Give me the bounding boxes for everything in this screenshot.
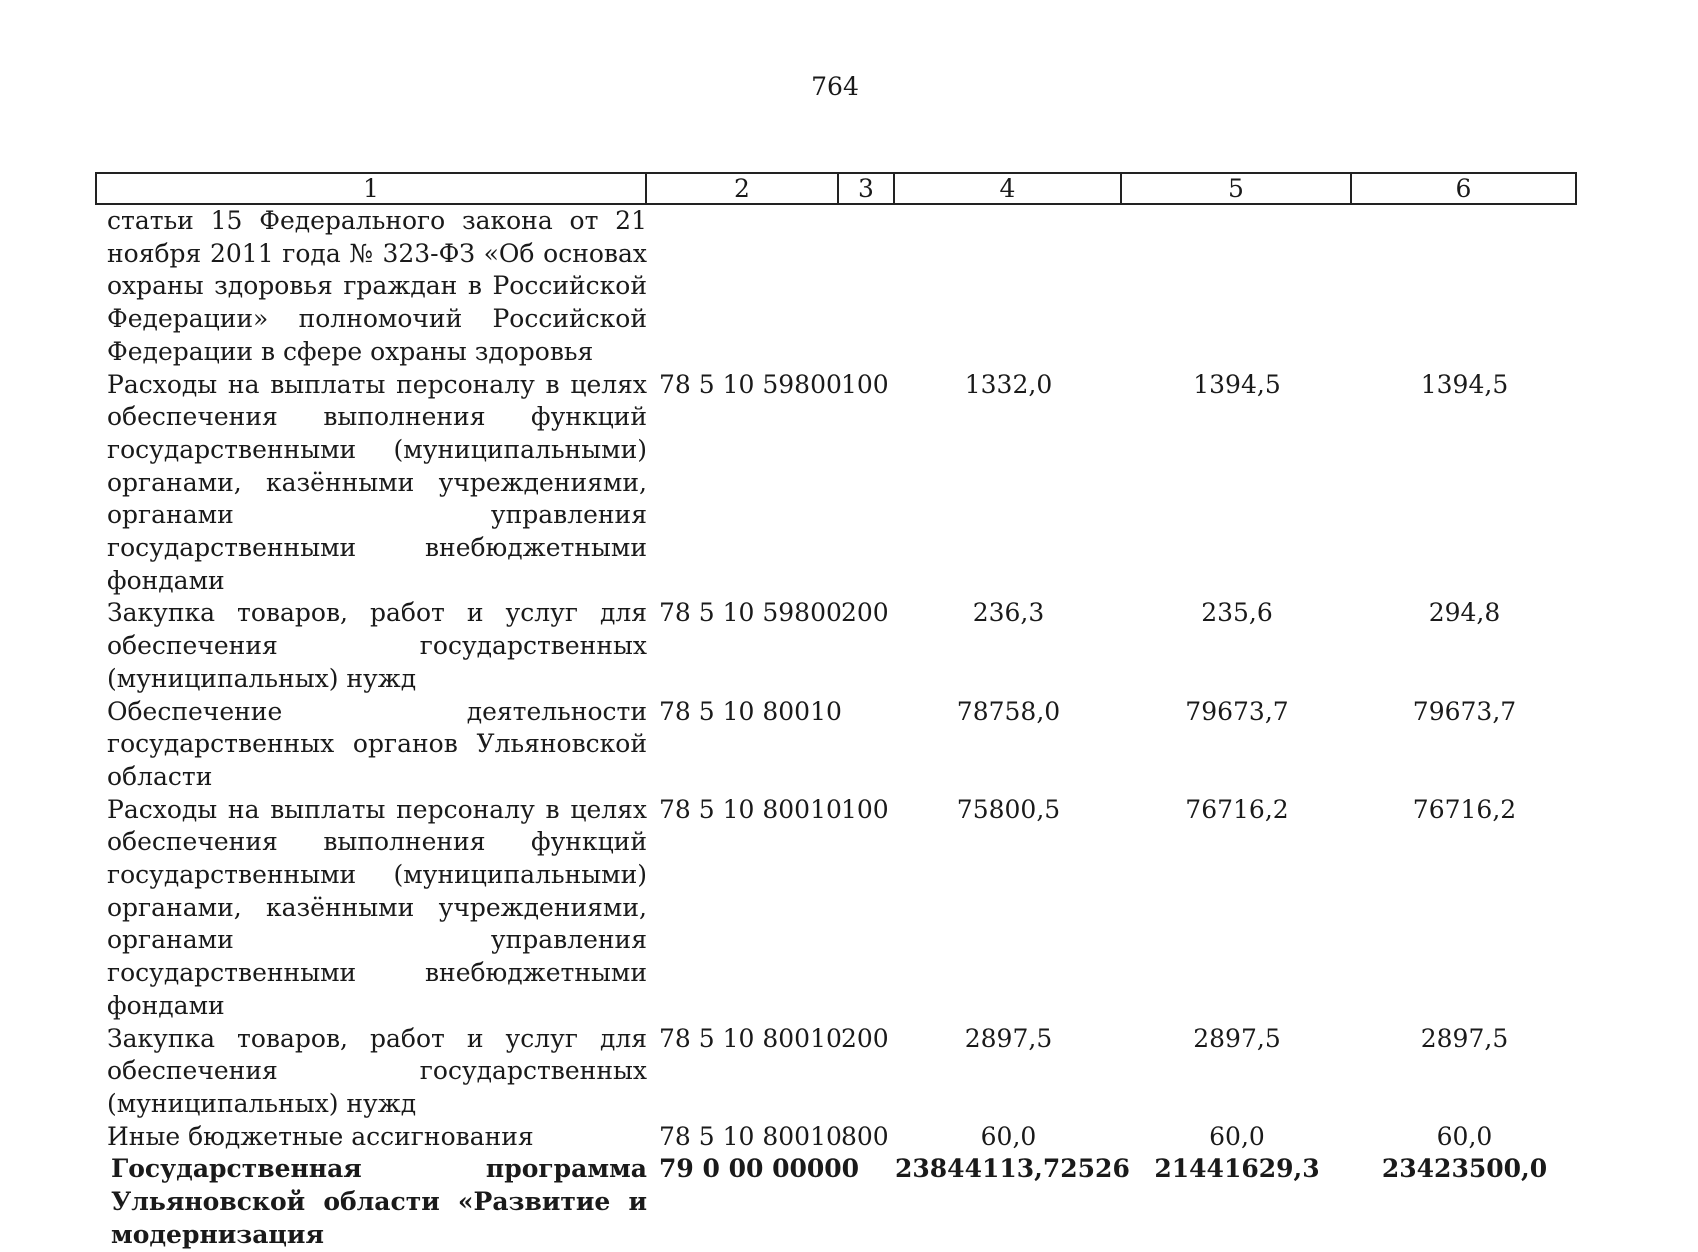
row-value-4: 2897,5 — [964, 1023, 1053, 1053]
table-row — [95, 597, 1577, 695]
header-col-4: 4 — [895, 174, 1122, 203]
table-row — [95, 1121, 1577, 1154]
row-code: 79 0 00 00000 — [659, 1154, 860, 1184]
row-value-6: 294,8 — [1428, 598, 1501, 628]
row-value-5: 79673,7 — [1185, 696, 1289, 726]
header-col-3: 3 — [839, 174, 895, 203]
row-value-5: 76716,2 — [1185, 794, 1289, 824]
row-name: Закупка товаров, работ и услуг для обеспечения государственных (муниципальных) нужд — [107, 598, 647, 693]
row-value-5: 2897,5 — [1193, 1023, 1281, 1053]
row-value-4: 236,3 — [972, 598, 1045, 628]
row-value-6: 23423500,0 — [1381, 1154, 1548, 1184]
row-value-6: 76716,2 — [1412, 794, 1517, 824]
row-code: 78 5 10 80010 — [659, 1023, 842, 1053]
row-name: Государственная программа Ульяновской области «Развитие и модернизация — [111, 1154, 647, 1249]
row-vr: 100 — [841, 794, 889, 824]
row-code: 78 5 10 59800 — [659, 598, 842, 628]
row-name: Обеспечение деятельности государственных органов Ульяновской области — [107, 696, 647, 791]
row-code: 78 5 10 80010 — [659, 794, 842, 824]
table-row — [95, 794, 1577, 1023]
row-value-4: 60,0 — [980, 1121, 1037, 1151]
row-value-6: 79673,7 — [1412, 696, 1517, 726]
table-row — [95, 696, 1577, 794]
row-vr — [839, 205, 895, 369]
row-value-6: 2897,5 — [1420, 1023, 1509, 1053]
row-name: Расходы на выплаты персоналу в целях обеспечения выполнения функций государственными (муниципальными) органами, казёнными учреждениями, органами управления государственными внебюджетными фондами — [107, 369, 647, 595]
table-row — [95, 1153, 1577, 1251]
header-col-2: 2 — [647, 174, 839, 203]
table-row — [95, 205, 1577, 369]
row-name: Расходы на выплаты персоналу в целях обеспечения выполнения функций государственными (муниципальными) органами, казёнными учреждениями, органами управления государственными внебюджетными фондами — [107, 794, 647, 1020]
row-name: статьи 15 Федерального закона от 21 ноября 2011 года № 323-ФЗ «Об основах охраны здоровья граждан в Российской Федерации» полномочий Российской Федерации в сфере охраны здоровья — [107, 206, 647, 366]
row-name: Закупка товаров, работ и услуг для обеспечения государственных (муниципальных) нужд — [107, 1023, 647, 1118]
row-value-5: 21441629,3 — [1154, 1154, 1320, 1184]
row-value-5: 1394,5 — [1193, 369, 1281, 399]
row-value-6: 1394,5 — [1420, 369, 1509, 399]
row-code: 78 5 10 80010 — [659, 696, 842, 726]
row-value-4: 23844113,72526 — [895, 1154, 1130, 1184]
row-code — [647, 205, 839, 369]
row-value-4 — [895, 205, 1122, 369]
header-col-1: 1 — [97, 174, 647, 203]
row-value-6: 60,0 — [1436, 1121, 1493, 1151]
row-vr: 200 — [841, 1023, 889, 1053]
table-row — [95, 369, 1577, 598]
row-name: Иные бюджетные ассигнования — [107, 1121, 534, 1151]
row-code: 78 5 10 59800 — [659, 369, 842, 399]
row-value-5 — [1122, 205, 1352, 369]
table-row — [95, 1023, 1577, 1121]
row-value-6 — [1352, 205, 1577, 369]
row-vr: 200 — [841, 598, 889, 628]
row-value-4: 75800,5 — [956, 794, 1061, 824]
header-col-6: 6 — [1455, 174, 1472, 203]
row-value-5: 60,0 — [1209, 1121, 1265, 1151]
page-number: 764 — [811, 72, 859, 101]
row-vr — [839, 696, 895, 794]
row-value-4: 78758,0 — [956, 696, 1061, 726]
table-body — [95, 205, 1577, 1252]
row-code: 78 5 10 80010 — [659, 1121, 842, 1151]
header-col-5: 5 — [1122, 174, 1352, 203]
table-header — [95, 172, 1577, 205]
row-value-5: 235,6 — [1201, 598, 1273, 628]
row-vr: 100 — [841, 369, 889, 399]
row-value-4: 1332,0 — [964, 369, 1053, 399]
row-vr — [839, 1153, 895, 1251]
row-vr: 800 — [841, 1121, 889, 1151]
